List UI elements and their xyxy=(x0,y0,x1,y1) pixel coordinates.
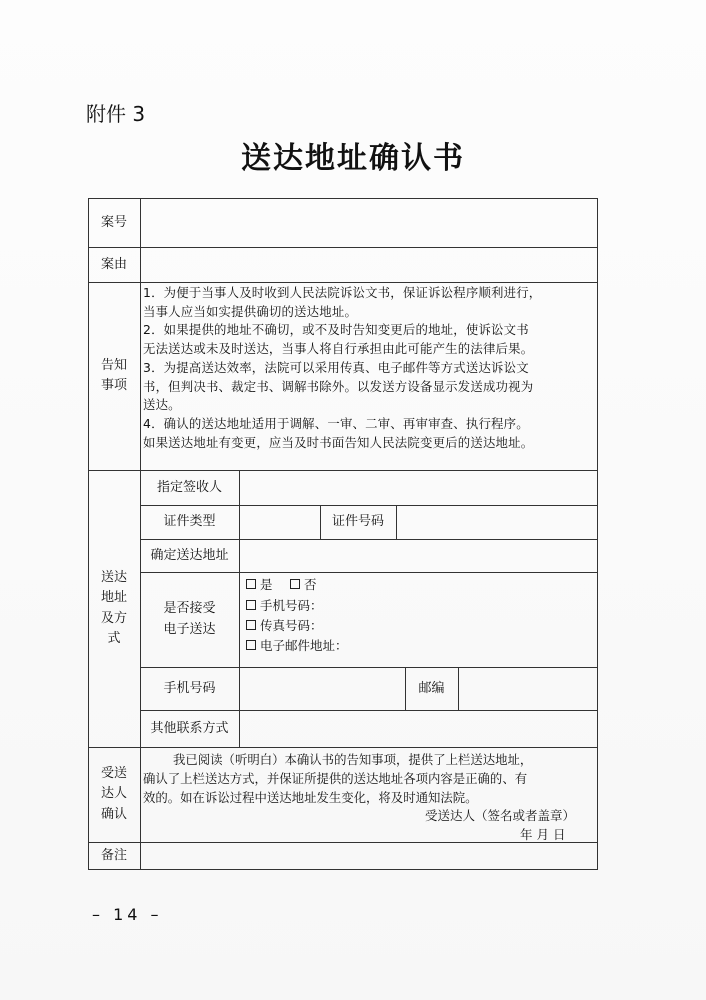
date-line: 年 月 日 xyxy=(520,827,566,842)
row-divider xyxy=(88,282,598,283)
confirmation-text xyxy=(143,750,595,807)
row-divider xyxy=(88,247,598,248)
no-option-label: 否 xyxy=(304,577,317,592)
notice-line: 1．为便于当事人及时收到人民法院诉讼文书，保证诉讼程序顺利进行， xyxy=(143,285,542,300)
col-divider xyxy=(458,667,459,710)
accept-electronic-label xyxy=(140,572,239,667)
notice-line: 3．为提高送达效率，法院可以采用传真、电子邮件等方式送达诉讼文 xyxy=(143,359,529,375)
case-number-label: 案号 xyxy=(100,214,127,230)
case-cause-label: 案由 xyxy=(100,256,127,272)
yes-checkbox[interactable] xyxy=(246,579,256,589)
accept-label-line: 是否接受 xyxy=(163,601,216,617)
notice-line: 书，但判决书、裁定书、调解书除外。以发送方设备显示发送成功视为 xyxy=(143,378,534,394)
email-option[interactable] xyxy=(246,636,348,654)
fax-checkbox[interactable] xyxy=(246,620,256,630)
yes-option[interactable] xyxy=(246,575,273,593)
notice-label xyxy=(88,282,140,470)
confirmed-address-label: 确定送达地址 xyxy=(150,547,229,563)
page-title: 送达地址确认书 xyxy=(241,141,465,176)
notice-line: 2．如果提供的地址不确切，或不及时告知变更后的地址，使诉讼文书 xyxy=(143,322,529,338)
email-checkbox[interactable] xyxy=(246,640,256,650)
postcode-label: 邮编 xyxy=(418,680,445,696)
notice-label-line: 事项 xyxy=(100,378,127,393)
col-divider xyxy=(239,470,240,747)
no-checkbox[interactable] xyxy=(290,579,300,589)
fax-option[interactable] xyxy=(246,616,323,634)
mobile-option[interactable] xyxy=(246,596,323,614)
address-label-line: 地址 xyxy=(100,590,127,606)
confirmation-line: 效的。如在诉讼过程中送达地址发生变化，将及时通知法院。 xyxy=(143,790,478,805)
col-divider xyxy=(396,505,397,539)
notice-line: 4．确认的送达地址适用于调解、一审、二审、再审审查、执行程序。 xyxy=(143,415,529,431)
address-label-line: 送达 xyxy=(100,570,127,586)
notice-line: 无法送达或未及时送达，当事人将自行承担由此可能产生的法律后果。 xyxy=(143,341,534,357)
address-label-line: 式 xyxy=(107,630,121,646)
address-section-label xyxy=(88,470,140,747)
mobile-option-label: 手机号码： xyxy=(260,598,323,613)
notice-line: 如果送达地址有变更，应当及时书面告知人民法院变更后的送达地址。 xyxy=(143,434,534,450)
email-option-label: 电子邮件地址： xyxy=(260,638,348,653)
other-contact-label: 其他联系方式 xyxy=(150,720,229,736)
notice-text xyxy=(143,284,593,452)
id-number-label: 证件号码 xyxy=(331,514,384,530)
signature-line: 受送达人（签名或者盖章） xyxy=(425,808,576,823)
id-type-label: 证件类型 xyxy=(163,514,216,530)
recipient-confirm-label xyxy=(88,747,140,842)
page-number: – 14 – xyxy=(92,905,163,924)
confirmation-line: 确认了上栏送达方式，并保证所提供的送达地址各项内容是正确的、有 xyxy=(143,771,528,786)
accept-label-line: 电子送达 xyxy=(163,621,216,637)
confirm-label-line: 受送 xyxy=(100,766,127,782)
mobile-label: 手机号码 xyxy=(163,680,216,696)
confirm-label-line: 确认 xyxy=(100,806,127,822)
notice-label-line: 告知 xyxy=(100,357,127,373)
attachment-label: 附件 3 xyxy=(86,102,146,126)
notice-line: 送达。 xyxy=(143,397,181,413)
no-option[interactable] xyxy=(290,575,317,593)
address-label-line: 及方 xyxy=(100,610,127,626)
remarks-label: 备注 xyxy=(100,848,127,864)
row-divider xyxy=(88,747,598,748)
notice-line: 当事人应当如实提供确切的送达地址。 xyxy=(143,303,358,319)
mobile-checkbox[interactable] xyxy=(246,600,256,610)
fax-option-label: 传真号码： xyxy=(260,618,323,633)
confirm-label-line: 达人 xyxy=(100,786,127,802)
confirmation-line: 我已阅读（听明白）本确认书的告知事项，提供了上栏送达地址， xyxy=(173,752,533,767)
designated-recipient-label: 指定签收人 xyxy=(156,479,222,495)
yes-option-label: 是 xyxy=(260,577,273,592)
